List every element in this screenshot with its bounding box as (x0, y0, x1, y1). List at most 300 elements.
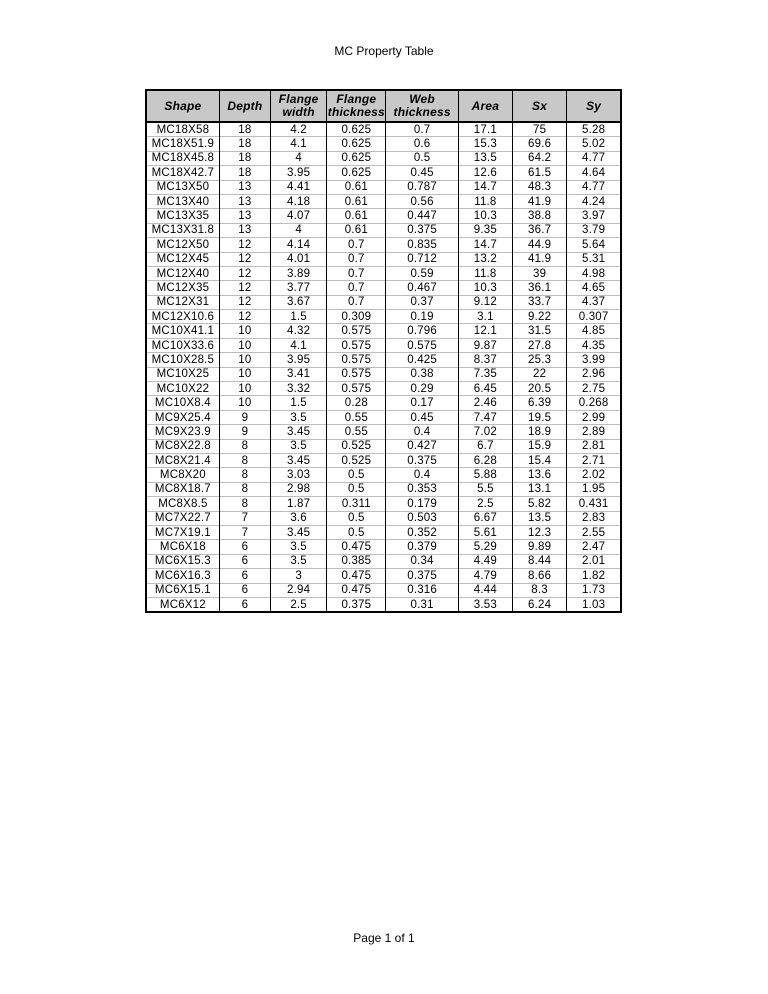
table-cell: MC8X18.7 (146, 482, 219, 496)
table-cell: 5.02 (567, 137, 621, 151)
table-cell: 10 (219, 353, 270, 367)
column-header: Shape (146, 90, 219, 122)
table-cell: 10.3 (458, 281, 512, 295)
table-cell: 12.6 (458, 166, 512, 180)
table-cell: 61.5 (512, 166, 566, 180)
table-cell: 9 (219, 410, 270, 424)
table-cell: 0.425 (386, 353, 458, 367)
table-row (146, 554, 621, 568)
table-cell: 1.5 (271, 396, 327, 410)
table-cell: 12 (219, 238, 270, 252)
table-row (146, 468, 621, 482)
table-cell: 8.66 (512, 569, 566, 583)
table-cell: MC9X25.4 (146, 410, 219, 424)
table-row (146, 209, 621, 223)
table-cell: 0.61 (327, 209, 386, 223)
table-cell: 2.02 (567, 468, 621, 482)
table-cell: 4.14 (271, 238, 327, 252)
table-cell: 0.575 (327, 324, 386, 338)
table-cell: 0.379 (386, 540, 458, 554)
table-cell: MC12X10.6 (146, 310, 219, 324)
table-cell: 10 (219, 367, 270, 381)
table-cell: 0.7 (327, 281, 386, 295)
table-cell: 7.35 (458, 367, 512, 381)
table-cell: 64.2 (512, 151, 566, 165)
table-cell: 0.45 (386, 166, 458, 180)
table-row (146, 597, 621, 612)
table-cell: MC13X50 (146, 180, 219, 194)
column-header: Flange width (271, 90, 327, 122)
table-cell: 0.796 (386, 324, 458, 338)
table-cell: 7.47 (458, 410, 512, 424)
table-cell: 13.6 (512, 468, 566, 482)
table-cell: 0.835 (386, 238, 458, 252)
table-cell: 0.575 (327, 367, 386, 381)
table-row (146, 310, 621, 324)
table-cell: 0.5 (327, 482, 386, 496)
table-cell: 44.9 (512, 238, 566, 252)
table-cell: 5.82 (512, 497, 566, 511)
table-row (146, 396, 621, 410)
table-cell: 0.431 (567, 497, 621, 511)
table-cell: 0.5 (327, 468, 386, 482)
table-cell: 0.7 (327, 252, 386, 266)
table-cell: 15.9 (512, 439, 566, 453)
table-cell: 2.94 (271, 583, 327, 597)
table-cell: 0.712 (386, 252, 458, 266)
table-cell: 3.53 (458, 597, 512, 612)
table-cell: 4.65 (567, 281, 621, 295)
table-cell: 0.375 (386, 223, 458, 237)
table-cell: 14.7 (458, 180, 512, 194)
table-body (146, 122, 621, 612)
table-cell: 75 (512, 122, 566, 137)
table-cell: 18 (219, 137, 270, 151)
table-cell: 8 (219, 439, 270, 453)
table-cell: 0.28 (327, 396, 386, 410)
table-cell: 10 (219, 324, 270, 338)
table-cell: 33.7 (512, 295, 566, 309)
table-cell: 0.575 (327, 382, 386, 396)
table-cell: MC7X19.1 (146, 525, 219, 539)
table-cell: 5.28 (567, 122, 621, 137)
page-footer: Page 1 of 1 (353, 931, 415, 945)
table-cell: 2.96 (567, 367, 621, 381)
table-cell: 36.7 (512, 223, 566, 237)
table-cell: MC12X50 (146, 238, 219, 252)
table-cell: MC10X8.4 (146, 396, 219, 410)
table-cell: 0.179 (386, 497, 458, 511)
table-cell: 8 (219, 468, 270, 482)
table-cell: 4.1 (271, 338, 327, 352)
table-cell: 9.89 (512, 540, 566, 554)
table-cell: 22 (512, 367, 566, 381)
table-cell: 12 (219, 310, 270, 324)
table-cell: 3.5 (271, 540, 327, 554)
table-cell: 5.31 (567, 252, 621, 266)
table-row (146, 367, 621, 381)
column-header: Sx (512, 90, 566, 122)
table-cell: 1.87 (271, 497, 327, 511)
table-cell: 13 (219, 180, 270, 194)
table-cell: 20.5 (512, 382, 566, 396)
table-cell: 3.45 (271, 525, 327, 539)
table-cell: 0.4 (386, 468, 458, 482)
table-cell: 3.95 (271, 353, 327, 367)
table-cell: 4 (271, 223, 327, 237)
table-cell: 17.1 (458, 122, 512, 137)
table-row (146, 266, 621, 280)
table-cell: 6 (219, 554, 270, 568)
table-row (146, 295, 621, 309)
table-cell: MC8X8.5 (146, 497, 219, 511)
table-cell: 0.29 (386, 382, 458, 396)
table-cell: 0.7 (327, 295, 386, 309)
table-cell: 13 (219, 223, 270, 237)
table-cell: 13.5 (512, 511, 566, 525)
table-cell: 4.01 (271, 252, 327, 266)
table-cell: 3.67 (271, 295, 327, 309)
table-cell: 5.29 (458, 540, 512, 554)
table-cell: 38.8 (512, 209, 566, 223)
table-cell: 2.5 (458, 497, 512, 511)
table-cell: MC18X42.7 (146, 166, 219, 180)
table-cell: 2.81 (567, 439, 621, 453)
table-cell: 3.5 (271, 554, 327, 568)
table-cell: 3.77 (271, 281, 327, 295)
table-cell: 4.44 (458, 583, 512, 597)
table-cell: 4.77 (567, 151, 621, 165)
table-cell: 4.18 (271, 194, 327, 208)
table-cell: 1.03 (567, 597, 621, 612)
table-cell: 9.22 (512, 310, 566, 324)
table-cell: 15.4 (512, 453, 566, 467)
table-cell: 18 (219, 151, 270, 165)
table-cell: 3.97 (567, 209, 621, 223)
table-cell: 4.07 (271, 209, 327, 223)
table-cell: 2.83 (567, 511, 621, 525)
table-cell: 0.31 (386, 597, 458, 612)
table-cell: 11.8 (458, 266, 512, 280)
table-cell: 0.625 (327, 166, 386, 180)
table-row (146, 410, 621, 424)
table-cell: 0.385 (327, 554, 386, 568)
table-cell: 13 (219, 194, 270, 208)
table-cell: 0.353 (386, 482, 458, 496)
table-cell: 6.28 (458, 453, 512, 467)
table-row (146, 151, 621, 165)
table-cell: 0.34 (386, 554, 458, 568)
table-cell: 11.8 (458, 194, 512, 208)
table-cell: 2.46 (458, 396, 512, 410)
table-cell: 8.37 (458, 353, 512, 367)
table-cell: 0.575 (327, 353, 386, 367)
table-cell: MC10X25 (146, 367, 219, 381)
table-row (146, 252, 621, 266)
column-header: Sy (567, 90, 621, 122)
table-cell: MC18X45.8 (146, 151, 219, 165)
table-cell: 3 (271, 569, 327, 583)
table-cell: 15.3 (458, 137, 512, 151)
table-cell: 0.7 (327, 266, 386, 280)
table-cell: MC6X18 (146, 540, 219, 554)
table-row (146, 238, 621, 252)
table-cell: 12 (219, 281, 270, 295)
table-row (146, 223, 621, 237)
table-cell: 6 (219, 583, 270, 597)
table-cell: 2.01 (567, 554, 621, 568)
table-cell: 2.5 (271, 597, 327, 612)
table-cell: 2.71 (567, 453, 621, 467)
table-cell: 0.375 (327, 597, 386, 612)
table-cell: 39 (512, 266, 566, 280)
table-row (146, 540, 621, 554)
table-cell: 12 (219, 295, 270, 309)
table-row (146, 166, 621, 180)
table-cell: 8 (219, 482, 270, 496)
table-cell: 2.98 (271, 482, 327, 496)
table-cell: 0.352 (386, 525, 458, 539)
table-cell: MC10X28.5 (146, 353, 219, 367)
table-cell: 5.88 (458, 468, 512, 482)
table-cell: 0.56 (386, 194, 458, 208)
table-row (146, 281, 621, 295)
table-cell: 7 (219, 511, 270, 525)
table-cell: 19.5 (512, 410, 566, 424)
table-cell: 0.475 (327, 540, 386, 554)
column-header: Area (458, 90, 512, 122)
table-cell: 2.47 (567, 540, 621, 554)
table-cell: 3.32 (271, 382, 327, 396)
header-row (146, 90, 621, 122)
table-cell: 0.59 (386, 266, 458, 280)
table-cell: 0.61 (327, 180, 386, 194)
table-cell: MC9X23.9 (146, 425, 219, 439)
table-cell: MC13X31.8 (146, 223, 219, 237)
table-cell: 7.02 (458, 425, 512, 439)
table-cell: MC10X33.6 (146, 338, 219, 352)
table-cell: 4.85 (567, 324, 621, 338)
table-cell: 9 (219, 425, 270, 439)
table-cell: 0.5 (327, 511, 386, 525)
table-cell: 9.12 (458, 295, 512, 309)
table-cell: 13 (219, 209, 270, 223)
table-cell: 0.625 (327, 122, 386, 137)
table-cell: 27.8 (512, 338, 566, 352)
table-cell: 0.19 (386, 310, 458, 324)
table-row (146, 497, 621, 511)
table-cell: 5.64 (567, 238, 621, 252)
table-cell: 6.45 (458, 382, 512, 396)
table-cell: 0.4 (386, 425, 458, 439)
table-cell: MC8X22.8 (146, 439, 219, 453)
table-cell: 8 (219, 453, 270, 467)
table-cell: 5.5 (458, 482, 512, 496)
table-cell: 10 (219, 338, 270, 352)
table-cell: 0.55 (327, 410, 386, 424)
table-cell: 1.73 (567, 583, 621, 597)
table-row (146, 194, 621, 208)
table-cell: 0.475 (327, 583, 386, 597)
table-cell: MC13X35 (146, 209, 219, 223)
table-cell: 4.98 (567, 266, 621, 280)
table-cell: 4.2 (271, 122, 327, 137)
table-cell: MC6X15.1 (146, 583, 219, 597)
table-cell: 12.1 (458, 324, 512, 338)
table-cell: 2.99 (567, 410, 621, 424)
table-cell: 3.45 (271, 425, 327, 439)
table-cell: 12 (219, 266, 270, 280)
table-row (146, 324, 621, 338)
table-cell: 0.38 (386, 367, 458, 381)
table-cell: 4.24 (567, 194, 621, 208)
table-cell: 0.375 (386, 569, 458, 583)
table-cell: 0.427 (386, 439, 458, 453)
table-cell: 6.39 (512, 396, 566, 410)
table-cell: 48.3 (512, 180, 566, 194)
table-cell: 6.7 (458, 439, 512, 453)
table-cell: 6 (219, 540, 270, 554)
table-cell: 8 (219, 497, 270, 511)
table-row (146, 511, 621, 525)
table-cell: 0.375 (386, 453, 458, 467)
table-cell: MC18X58 (146, 122, 219, 137)
table-cell: 4.1 (271, 137, 327, 151)
table-row (146, 425, 621, 439)
table-cell: 0.5 (327, 525, 386, 539)
table-row (146, 122, 621, 137)
table-cell: 0.525 (327, 453, 386, 467)
table-cell: 4.79 (458, 569, 512, 583)
table-cell: 8.3 (512, 583, 566, 597)
table-cell: 10 (219, 396, 270, 410)
table-cell: MC10X41.1 (146, 324, 219, 338)
table-cell: 0.7 (386, 122, 458, 137)
table-cell: 7 (219, 525, 270, 539)
table-cell: MC12X35 (146, 281, 219, 295)
table-cell: 2.75 (567, 382, 621, 396)
table-row (146, 583, 621, 597)
table-cell: 0.61 (327, 194, 386, 208)
table-row (146, 180, 621, 194)
table-row (146, 439, 621, 453)
table-cell: 3.5 (271, 410, 327, 424)
page-title: MC Property Table (334, 44, 434, 58)
table-cell: 0.625 (327, 151, 386, 165)
table-cell: 6 (219, 597, 270, 612)
table-cell: 13.5 (458, 151, 512, 165)
table-cell: 31.5 (512, 324, 566, 338)
table-cell: 14.7 (458, 238, 512, 252)
table-row (146, 338, 621, 352)
table-cell: 41.9 (512, 194, 566, 208)
table-cell: 0.309 (327, 310, 386, 324)
table-cell: 10 (219, 382, 270, 396)
table-cell: 4.32 (271, 324, 327, 338)
table-cell: 25.3 (512, 353, 566, 367)
property-table (145, 89, 622, 613)
table-cell: MC6X15.3 (146, 554, 219, 568)
table-cell: 6.24 (512, 597, 566, 612)
table-cell: 0.575 (386, 338, 458, 352)
table-cell: 0.55 (327, 425, 386, 439)
table-cell: MC6X12 (146, 597, 219, 612)
table-cell: 18 (219, 166, 270, 180)
table-cell: 4.41 (271, 180, 327, 194)
table-cell: 3.99 (567, 353, 621, 367)
table-row (146, 137, 621, 151)
table-cell: 0.787 (386, 180, 458, 194)
table-cell: 4.35 (567, 338, 621, 352)
table-cell: 3.79 (567, 223, 621, 237)
table-cell: MC8X21.4 (146, 453, 219, 467)
table-cell: 3.1 (458, 310, 512, 324)
table-cell: 4.49 (458, 554, 512, 568)
table-cell: 8.44 (512, 554, 566, 568)
table-cell: 3.95 (271, 166, 327, 180)
table-cell: 4.64 (567, 166, 621, 180)
table-cell: 0.525 (327, 439, 386, 453)
table-cell: 0.316 (386, 583, 458, 597)
table-cell: 0.447 (386, 209, 458, 223)
table-cell: MC7X22.7 (146, 511, 219, 525)
table-header (146, 90, 621, 122)
table-cell: 12 (219, 252, 270, 266)
table-cell: 10.3 (458, 209, 512, 223)
column-header: Web thickness (386, 90, 458, 122)
table-cell: 0.5 (386, 151, 458, 165)
table-cell: 9.87 (458, 338, 512, 352)
table-cell: 6.67 (458, 511, 512, 525)
table-row (146, 482, 621, 496)
table-cell: 2.55 (567, 525, 621, 539)
table-cell: 12.3 (512, 525, 566, 539)
table-cell: 3.5 (271, 439, 327, 453)
table-cell: 6 (219, 569, 270, 583)
table-cell: MC12X45 (146, 252, 219, 266)
table-cell: MC18X51.9 (146, 137, 219, 151)
table-cell: 3.03 (271, 468, 327, 482)
table-cell: 1.82 (567, 569, 621, 583)
table-cell: 0.17 (386, 396, 458, 410)
table-cell: 36.1 (512, 281, 566, 295)
table-cell: 13.2 (458, 252, 512, 266)
table-cell: 18.9 (512, 425, 566, 439)
table-cell: 18 (219, 122, 270, 137)
table-cell: 0.61 (327, 223, 386, 237)
table-cell: 0.311 (327, 497, 386, 511)
table-cell: 13.1 (512, 482, 566, 496)
table-cell: 3.6 (271, 511, 327, 525)
table-cell: 0.268 (567, 396, 621, 410)
table-cell: 9.35 (458, 223, 512, 237)
column-header: Depth (219, 90, 270, 122)
table-cell: 69.6 (512, 137, 566, 151)
table-cell: 0.45 (386, 410, 458, 424)
table-cell: 2.89 (567, 425, 621, 439)
table-row (146, 525, 621, 539)
table-cell: 1.5 (271, 310, 327, 324)
table-cell: MC12X31 (146, 295, 219, 309)
table-cell: 0.503 (386, 511, 458, 525)
table-cell: 41.9 (512, 252, 566, 266)
table-cell: MC12X40 (146, 266, 219, 280)
table-cell: 4.37 (567, 295, 621, 309)
table-cell: 4 (271, 151, 327, 165)
table-cell: 3.45 (271, 453, 327, 467)
table-row (146, 382, 621, 396)
table-cell: MC6X16.3 (146, 569, 219, 583)
